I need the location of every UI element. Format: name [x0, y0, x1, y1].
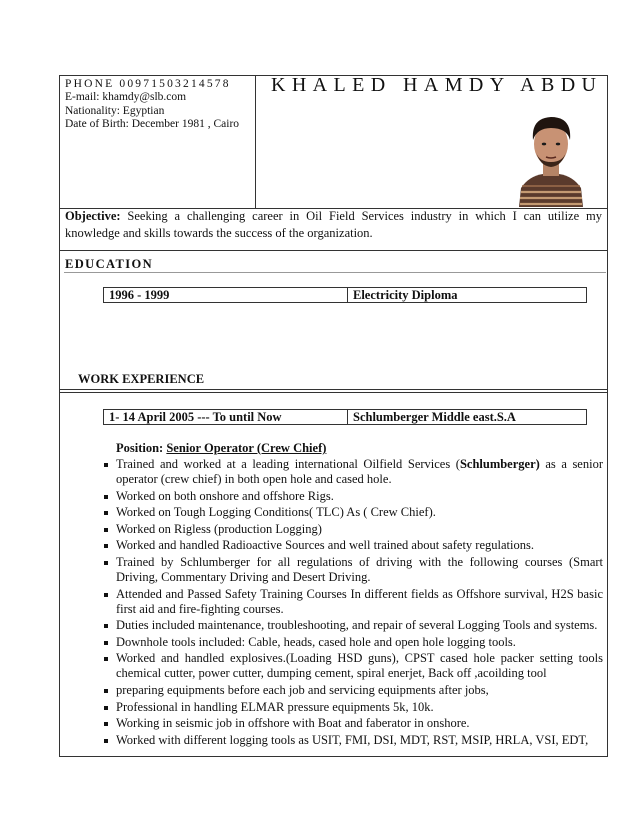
list-item	[100, 716, 603, 731]
list-item	[100, 522, 603, 537]
work-company: Schlumberger Middle east.S.A	[353, 410, 516, 424]
list-item	[100, 555, 603, 585]
position-value: Senior Operator (Crew Chief)	[166, 441, 327, 455]
resume-frame	[59, 75, 608, 757]
phone-text: PHONE 00971503214578	[65, 78, 231, 90]
list-item-text: Worked and handled Radioactive Sources and well trained about safety regulations.	[116, 538, 534, 553]
list-item	[100, 457, 603, 487]
list-item-text: Worked on Tough Logging Conditions( TLC) As ( Crew Chief).	[116, 505, 436, 520]
contact-block	[60, 76, 256, 209]
list-item-text: Downhole tools included: Cable, heads, cased hole and open hole logging tools.	[116, 634, 516, 649]
list-item	[100, 587, 603, 617]
education-row	[103, 287, 587, 303]
list-item-text: Worked on both onshore and offshore Rigs.	[116, 488, 334, 503]
email-text: E-mail: khamdy@slb.com	[65, 91, 187, 103]
list-item	[100, 651, 603, 681]
work-period: 1- 14 April 2005 --- To until Now	[104, 410, 348, 424]
list-item	[100, 618, 603, 633]
list-item-text: Worked with different logging tools as USIT, FMI, DSI, MDT, RST, MSIP, HRLA, VSI, EDT,	[116, 732, 589, 747]
list-item-text: Worked on Rigless (production Logging)	[116, 521, 322, 536]
list-item	[100, 538, 603, 553]
experience-list	[100, 457, 603, 749]
education-period: 1996 - 1999	[104, 288, 348, 302]
list-item	[100, 683, 603, 698]
objective-text: Seeking a challenging career in Oil Field Services industry in which I can utilize my knowledge and skills towards the success of the organization.	[65, 209, 602, 240]
list-item-text: Trained by Schlumberger for all regulations of driving with the following courses (Smart Driving, Commentary Driving and Desert Driving.	[116, 554, 603, 584]
dob-text: Date of Birth: December 1981 , Cairo	[65, 118, 240, 130]
education-rule	[64, 272, 606, 273]
list-item-text: Working in seismic job in offshore with Boat and faberator in onshore.	[116, 716, 470, 731]
list-item	[100, 635, 603, 650]
objective-label: Objective:	[65, 209, 121, 223]
list-item-text: preparing equipments before each job and servicing equipments after jobs,	[116, 682, 489, 697]
work-row	[103, 409, 587, 425]
list-item	[100, 505, 603, 520]
education-degree: Electricity Diploma	[353, 288, 458, 302]
objective-divider	[60, 250, 607, 251]
list-item-text: Professional in handling ELMAR pressure equipments 5k, 10k.	[116, 699, 434, 714]
work-experience-heading: WORK EXPERIENCE	[78, 372, 205, 386]
candidate-name: KHALED HAMDY ABDU	[271, 74, 603, 96]
list-item	[100, 700, 603, 715]
list-item-text: Attended and Passed Safety Training Courses In different fields as Offshore survival, H2S basic first aid and fire-fighting courses.	[116, 586, 603, 616]
list-item	[100, 733, 603, 748]
list-item-text: Trained and worked at a leading international Oilfield Services (	[116, 457, 460, 471]
position-line	[116, 441, 326, 456]
nationality-text: Nationality: Egyptian	[65, 104, 165, 117]
list-item-text: as a senior operator (crew chief) in both open hole and cased hole.	[116, 457, 603, 486]
list-item	[100, 489, 603, 504]
list-item-bold: Schlumberger)	[459, 457, 540, 471]
list-item-text: Duties included maintenance, troubleshooting, and repair of several Logging Tools and systems.	[116, 618, 598, 633]
position-label: Position:	[116, 441, 167, 455]
education-heading: EDUCATION	[65, 257, 154, 271]
list-item-text: Worked and handled explosives.(Loading HSD guns), CPST cased hole packer setting tools chemical cutter, power cutter, dumping cement, spiral enerjet, Back off ,acoilding tool	[116, 651, 603, 681]
work-divider-top	[60, 389, 607, 390]
objective-paragraph	[65, 208, 602, 242]
person-portrait-icon	[515, 104, 587, 207]
work-divider-bottom	[60, 392, 607, 393]
profile-photo	[515, 104, 587, 207]
